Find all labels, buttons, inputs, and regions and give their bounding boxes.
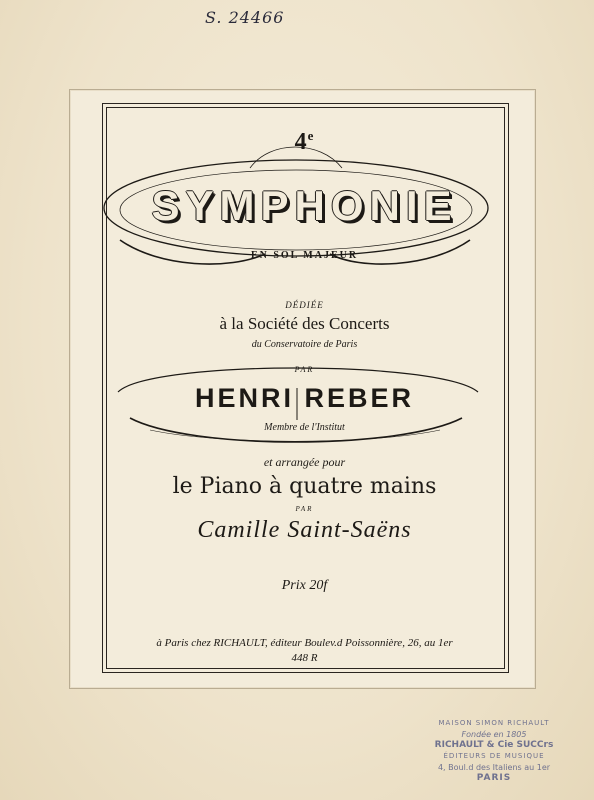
library-shelfmark: S. 24466 [205, 8, 285, 27]
work-key: EN SOL MAJEUR [250, 250, 359, 261]
price: Prix 20f [281, 578, 328, 593]
publisher-stamp [421, 718, 567, 788]
stamp-line-2: Fondée en 1805 [461, 730, 527, 739]
plate-number: 448 R [291, 652, 318, 664]
symphony-number [106, 128, 503, 156]
symphony-number-suffix: e [307, 128, 315, 143]
dedication-subline: du Conservatoire de Paris [251, 339, 358, 350]
arranger-name: Camille Saint-Saëns [197, 517, 412, 543]
dedication-line: à la Société des Concerts [219, 314, 390, 333]
stamp-line-5: 4, Boul.d des Italiens au 1er [437, 763, 551, 772]
stamp-line-1: MAISON SIMON RICHAULT [438, 719, 550, 727]
stamp-line-4: ÉDITEURS DE MUSIQUE [443, 752, 545, 760]
symphony-number-value: 4 [294, 129, 308, 155]
arranged-label: et arrangée pour [263, 455, 346, 469]
par-label-arranger: PAR [295, 505, 314, 513]
par-label-composer: PAR [294, 365, 315, 374]
composer-name: HENRI REBER [194, 383, 415, 413]
work-title: SYMPHONIE [151, 182, 458, 229]
stamp-line-3: RICHAULT & Cie SUCCrs [434, 740, 554, 750]
instrumentation: le Piano à quatre mains [172, 474, 437, 499]
composer-title: Membre de l'Institut [264, 422, 345, 433]
stamp-line-6: PARIS [476, 773, 512, 783]
dedication-label: DÉDIÉE [285, 300, 324, 310]
publisher-imprint: à Paris chez RICHAULT, éditeur Boulev.d Poissonnière, 26, au 1er [156, 637, 453, 649]
